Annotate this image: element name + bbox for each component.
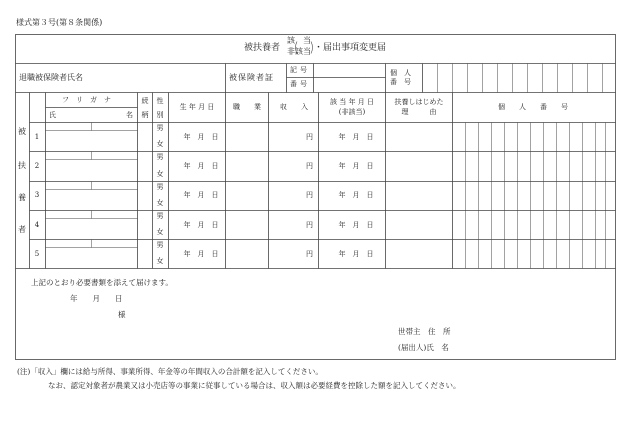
- personal-label: 個 人: [390, 69, 411, 77]
- title-prefix: 被扶養者: [244, 43, 281, 53]
- symbol-label: 記号: [290, 66, 310, 74]
- form-number: 様式第３号(第８条関係): [16, 18, 103, 27]
- sex-female: 女: [156, 228, 164, 236]
- reason-header-top: 扶養しはじめた: [394, 98, 444, 106]
- yen-unit: 円: [306, 191, 313, 199]
- note-business-income: なお、認定対象者が農業又は小売店等の事業に従事している場合は、収入額は必要経費を控除した額を記入してください。: [48, 381, 461, 390]
- reason-header-bottom: 理 由: [401, 108, 437, 116]
- birthdate-field: 年 月 日: [183, 191, 219, 199]
- row-number: 3: [34, 191, 40, 199]
- sex-male: 男: [156, 212, 164, 220]
- dependent-char-4: 者: [18, 225, 26, 234]
- note-income: (注)「収入」欄には給与所得、事業所得、年金等の年間収入の合計額を記入してください。: [17, 367, 323, 376]
- sex-header-bottom: 別: [156, 111, 164, 119]
- relationship-header-bottom: 柄: [141, 111, 149, 119]
- birthdate-field: 年 月 日: [183, 133, 219, 141]
- furigana-header: フ リ ガ ナ: [62, 96, 111, 104]
- row-number: 4: [34, 221, 40, 229]
- applicant-name-label: (届出人)氏 名: [398, 343, 449, 352]
- householder-address-label: 世帯主 住 所: [398, 327, 451, 336]
- income-header: 収 入: [280, 103, 308, 111]
- yen-unit: 円: [306, 221, 313, 229]
- retiree-name-label: 退職被保険者氏名: [19, 73, 83, 82]
- occupation-header: 職 業: [233, 103, 261, 111]
- birthdate-field: 年 月 日: [183, 221, 219, 229]
- row-number: 1: [34, 133, 40, 141]
- yen-unit: 円: [306, 133, 313, 141]
- sex-female: 女: [156, 257, 164, 265]
- name-mei-header: 名: [126, 111, 133, 119]
- applicable-date-field: 年 月 日: [338, 191, 374, 199]
- row-number: 5: [34, 250, 40, 258]
- number-label: 番号: [290, 80, 310, 88]
- dependent-char-3: 養: [18, 193, 26, 202]
- personal-number-label: 番 号: [390, 78, 411, 86]
- applicable-date-field: 年 月 日: [338, 162, 374, 170]
- birthdate-field: 年 月 日: [183, 250, 219, 258]
- applicable-date-sub-header: (非該当): [338, 108, 366, 116]
- sex-female: 女: [156, 170, 164, 178]
- birthdate-header: 生 年 月 日: [179, 103, 215, 111]
- birthdate-field: 年 月 日: [183, 162, 219, 170]
- submission-date: 年 月 日: [70, 294, 123, 303]
- sex-male: 男: [156, 153, 164, 161]
- sex-female: 女: [156, 140, 164, 148]
- name-shi-header: 氏: [49, 111, 56, 119]
- title-not-applicable: 非該当: [287, 47, 311, 56]
- dependent-char-2: 扶: [18, 161, 26, 170]
- personal-number-header: 個 人 番 号: [498, 103, 568, 111]
- sex-male: 男: [156, 183, 164, 191]
- addressee-suffix: 様: [118, 310, 126, 319]
- sex-male: 男: [156, 241, 164, 249]
- dependent-char-1: 被: [18, 127, 26, 136]
- applicable-date-field: 年 月 日: [338, 133, 374, 141]
- submission-statement: 上記のとおり必要書類を添えて届けます。: [31, 278, 173, 287]
- relationship-header-top: 続: [141, 97, 149, 105]
- sex-female: 女: [156, 199, 164, 207]
- insurance-card-label: 被保険者証: [229, 73, 274, 82]
- sex-header-top: 性: [156, 97, 164, 105]
- yen-unit: 円: [306, 250, 313, 258]
- sex-male: 男: [156, 124, 164, 132]
- title-suffix: ・届出事項変更届: [314, 43, 387, 53]
- applicable-date-header: 該 当 年 月 日: [330, 98, 374, 106]
- title-applicable: 該 当: [287, 36, 311, 45]
- applicable-date-field: 年 月 日: [338, 250, 374, 258]
- applicable-date-field: 年 月 日: [338, 221, 374, 229]
- yen-unit: 円: [306, 162, 313, 170]
- row-number: 2: [34, 162, 40, 170]
